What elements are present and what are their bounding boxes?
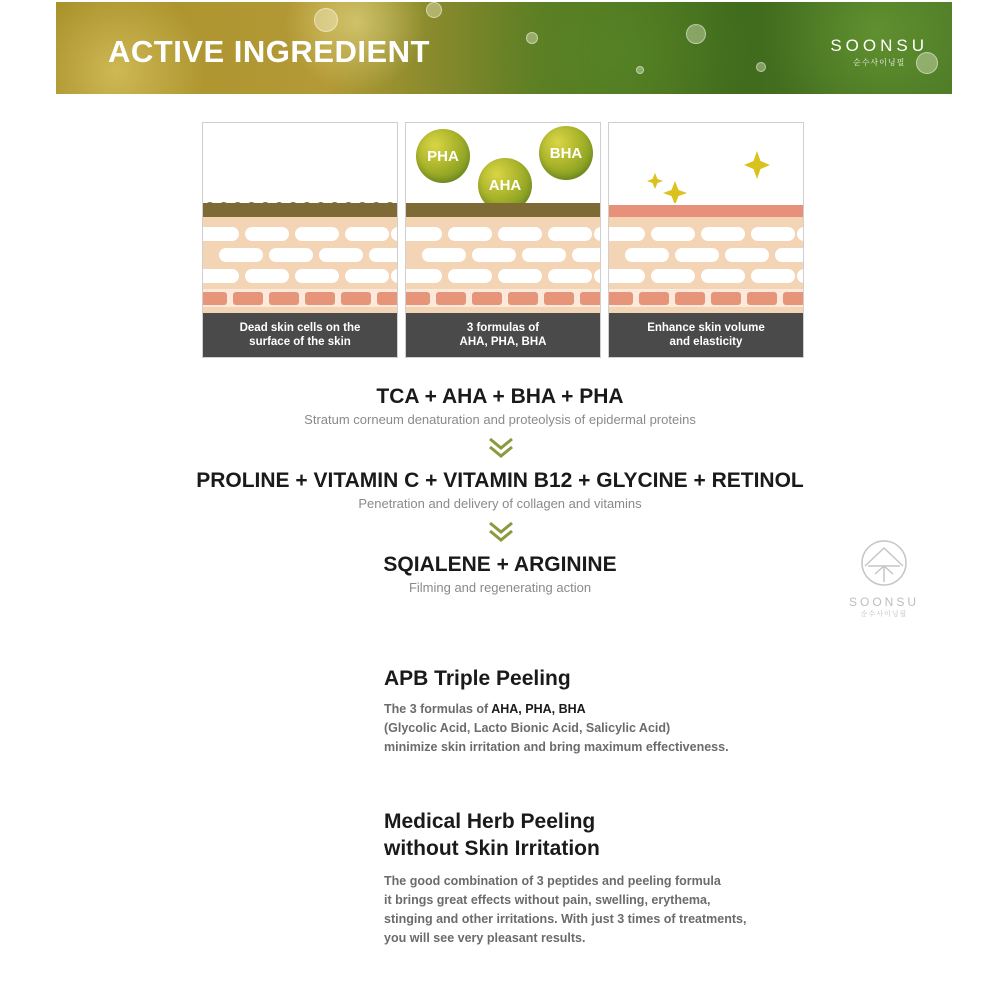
formula-title: TCA + AHA + BHA + PHA: [376, 385, 624, 408]
caption-line: Enhance skin volume: [647, 321, 765, 334]
dead-skin-layer: [203, 203, 397, 217]
panel-acid-formulas: [405, 122, 601, 358]
banner-title: ACTIVE INGREDIENT: [108, 34, 430, 69]
bubble-decoration: [426, 2, 442, 18]
caption-line: and elasticity: [669, 336, 743, 348]
herb-line: The good combination of 3 peptides and peeling formula: [384, 874, 721, 888]
panel-dead-skin: [202, 122, 398, 358]
watermark-subtitle: 순수사이닝필: [860, 611, 908, 618]
brand-logo: [830, 36, 928, 68]
watermark-brand: SOONSU: [848, 595, 919, 609]
formula-title: SQIALENE + ARGININE: [383, 553, 617, 576]
bubble-decoration: [314, 8, 338, 32]
caption-line: surface of the skin: [249, 336, 351, 348]
pha-bubble: PHA: [416, 129, 470, 183]
apb-text: The 3 formulas of: [384, 702, 492, 716]
formula-subtitle: Stratum corneum denaturation and proteolysis of epidermal proteins: [304, 412, 696, 427]
apb-line: (Glycolic Acid, Lacto Bionic Acid, Salicylic Acid): [384, 721, 671, 735]
formula-step-2: [0, 469, 1000, 511]
formula-subtitle: Filming and regenerating action: [408, 580, 592, 595]
caption-line: Dead skin cells on the: [239, 321, 361, 334]
section-heading: APB Triple Peeling: [384, 667, 571, 690]
brand-name: SOONSU: [830, 36, 928, 55]
apb-line: minimize skin irritation and bring maximum effectiveness.: [384, 740, 729, 754]
bubble-decoration: [686, 24, 706, 44]
section-heading: Medical Herb Peeling: [384, 810, 596, 833]
caption-line: AHA, PHA, BHA: [459, 336, 547, 348]
brand-subtitle: 순수사이닝필: [852, 58, 906, 67]
mountain-logo-icon: [859, 538, 909, 588]
dead-skin-layer: [406, 203, 600, 217]
herb-line: stinging and other irritations. With just 3 times of treatments,: [384, 912, 747, 926]
panel-renewed-skin: [608, 122, 804, 358]
herb-section: [384, 808, 804, 948]
aha-bubble: AHA: [478, 158, 532, 212]
panel-caption: [406, 313, 600, 357]
caption-line: 3 formulas of: [466, 321, 540, 334]
bubble-decoration: [636, 66, 644, 74]
skin-cells-layer: [203, 217, 397, 316]
skin-cells-layer: [406, 217, 600, 316]
formula-step-1: [0, 385, 1000, 427]
section-heading: without Skin Irritation: [384, 837, 600, 860]
skin-cells-layer: [609, 217, 803, 316]
herb-line: you will see very pleasant results.: [384, 931, 586, 945]
panel-caption: [609, 313, 803, 357]
chevron-down-icon: [488, 437, 514, 459]
apb-section: [384, 665, 804, 757]
panel-caption: [203, 313, 397, 357]
header-banner: [56, 2, 952, 94]
apb-highlight: AHA, PHA, BHA: [491, 702, 586, 716]
watermark-logo: [843, 538, 925, 619]
formula-title: PROLINE + VITAMIN C + VITAMIN B12 + GLYCINE + RETINOL: [196, 469, 804, 492]
sparkle-icon: [609, 123, 804, 203]
apb-line: [384, 700, 804, 719]
bha-bubble: BHA: [539, 126, 593, 180]
formula-subtitle: Penetration and delivery of collagen and vitamins: [358, 496, 642, 511]
bubble-decoration: [756, 62, 766, 72]
herb-line: it brings great effects without pain, swelling, erythema,: [384, 893, 711, 907]
bubble-decoration: [526, 32, 538, 44]
chevron-down-icon: [488, 521, 514, 543]
